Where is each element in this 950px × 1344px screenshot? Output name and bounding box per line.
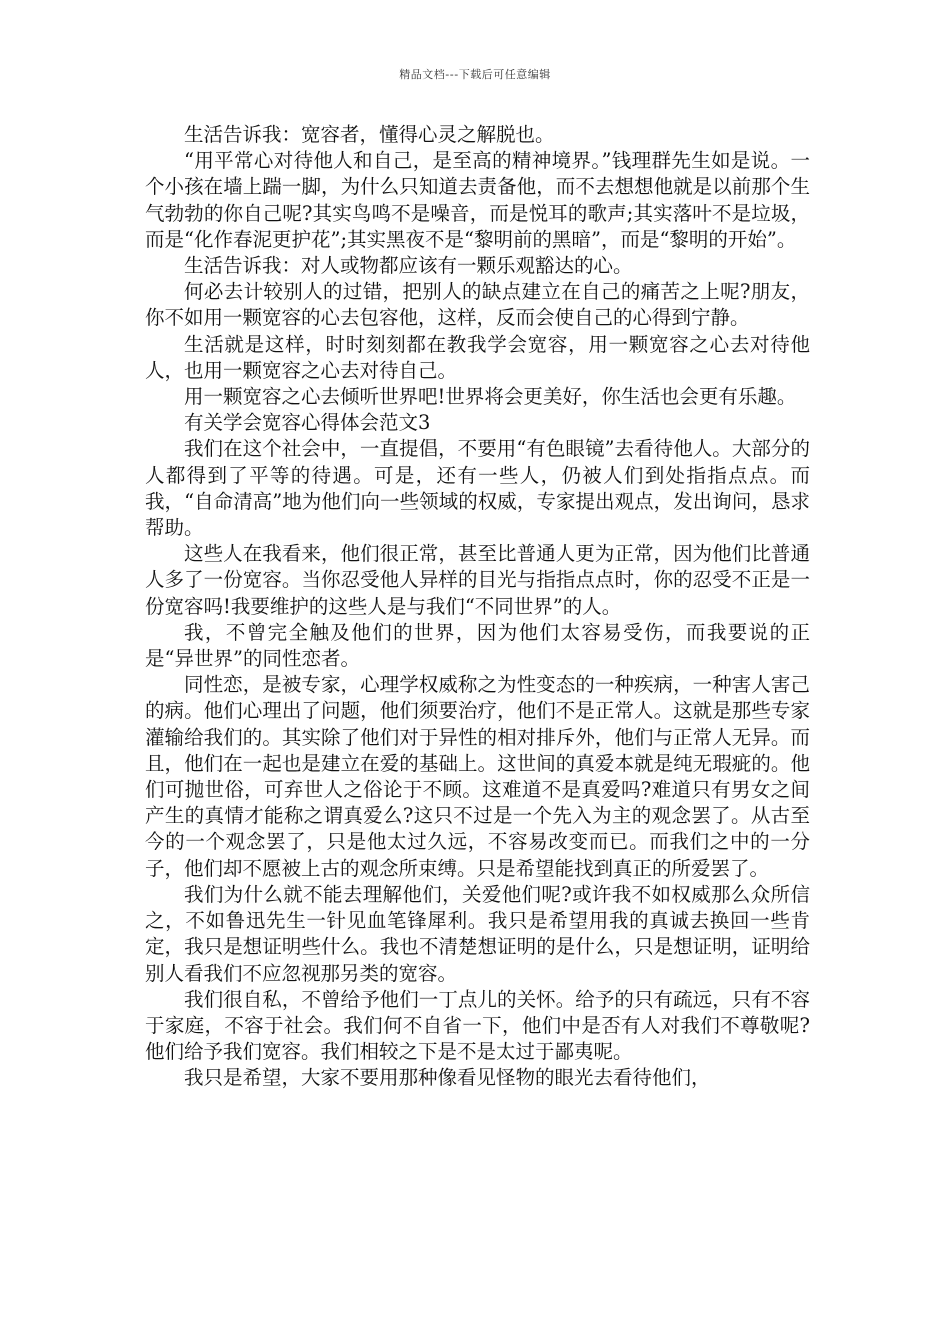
paragraph: 我们很自私，不曾给予他们一丁点儿的关怀。给予的只有疏远，只有不容于家庭，不容于社会。我们何不自省一下，他们中是否有人对我们不尊敬呢?他们给予我们宽容。我们相较之下是不是太过于鄙夷呢。 — [145, 987, 810, 1064]
section-title: 有关学会宽容心得体会范文3 — [184, 411, 431, 435]
paragraph: “用平常心对待他人和自己，是至高的精神境界。”钱理群先生如是说。一个小孩在墙上踹一脚，为什么只知道去责备他，而不去想想他就是以前那个生气勃勃的你自己呢?其实鸟鸣不是噪音，而是悦耳的歌声;其实落叶不是垃圾，而是“化作春泥更护花”;其实黑夜不是“黎明前的黑暗”，而是“黎明的开始”。 — [145, 149, 810, 251]
paragraph: 我只是希望，大家不要用那种像看见怪物的眼光去看待他们， — [184, 1066, 711, 1090]
paragraph: 我们在这个社会中，一直提倡，不要用“有色眼镜”去看待他人。大部分的人都得到了平等的待遇。可是，还有一些人，仍被人们到处指指点点。而我，“自命清高”地为他们向一些领域的权威，专家提出观点，发出询问，恳求帮助。 — [145, 437, 810, 540]
paragraph: 我们为什么就不能去理解他们，关爱他们呢?或许我不如权威那么众所信之，不如鲁迅先生一针见血笔锋犀利。我只是希望用我的真诚去换回一些肯定，我只是想证明些什么。我也不清楚想证明的是什么，只是想证明，证明给别人看我们不应忽视那另类的宽容。 — [145, 882, 810, 985]
paragraph: 生活告诉我：宽容者，懂得心灵之解脱也。 — [184, 123, 555, 146]
document-body — [145, 122, 810, 1092]
paragraph: 生活告诉我：对人或物都应该有一颗乐观豁达的心。 — [184, 254, 633, 278]
paragraph: 生活就是这样，时时刻刻都在教我学会宽容，用一颗宽容之心去对待他人，也用一颗宽容之心去对待自己。 — [145, 332, 810, 382]
paragraph: 同性恋，是被专家，心理学权威称之为性变态的一种疾病，一种害人害己的病。他们心理出了问题，他们须要治疗，他们不是正常人。这就是那些专家灌输给我们的。其实除了他们对于异性的相对排斥外，他们与正常人无异。而且，他们在一起也是建立在爱的基础上。这世间的真爱本就是纯无瑕疵的。他们可抛世俗，可弃世人之俗论于不顾。这难道不是真爱吗?难道只有男女之间产生的真情才能称之谓真爱么?这只不过是一个先入为主的观念罢了。从古至今的一个观念罢了，只是他太过久远，不容易改变而已。而我们之中的一分子，他们却不愿被上古的观念所束缚。只是希望能找到真正的所爱罢了。 — [145, 673, 810, 880]
paragraph: 何必去计较别人的过错，把别人的缺点建立在自己的痛苦之上呢?朋友，你不如用一颗宽容的心去包容他，这样，反而会使自己的心得到宁静。 — [145, 280, 810, 330]
paragraph: 用一颗宽容之心去倾听世界吧!世界将会更美好，你生活也会更有乐趣。 — [184, 385, 797, 409]
paragraph: 我，不曾完全触及他们的世界，因为他们太容易受伤，而我要说的正是“异世界”的同性恋者。 — [145, 620, 810, 671]
header-note: 精品文档---下载后可任意编辑 — [399, 68, 551, 81]
paragraph: 这些人在我看来，他们很正常，甚至比普通人更为正常，因为他们比普通人多了一份宽容。当你忍受他人异样的目光与指指点点时，你的忍受不正是一份宽容吗!我要维护的这些人是与我们“不同世界”的人。 — [145, 542, 810, 618]
